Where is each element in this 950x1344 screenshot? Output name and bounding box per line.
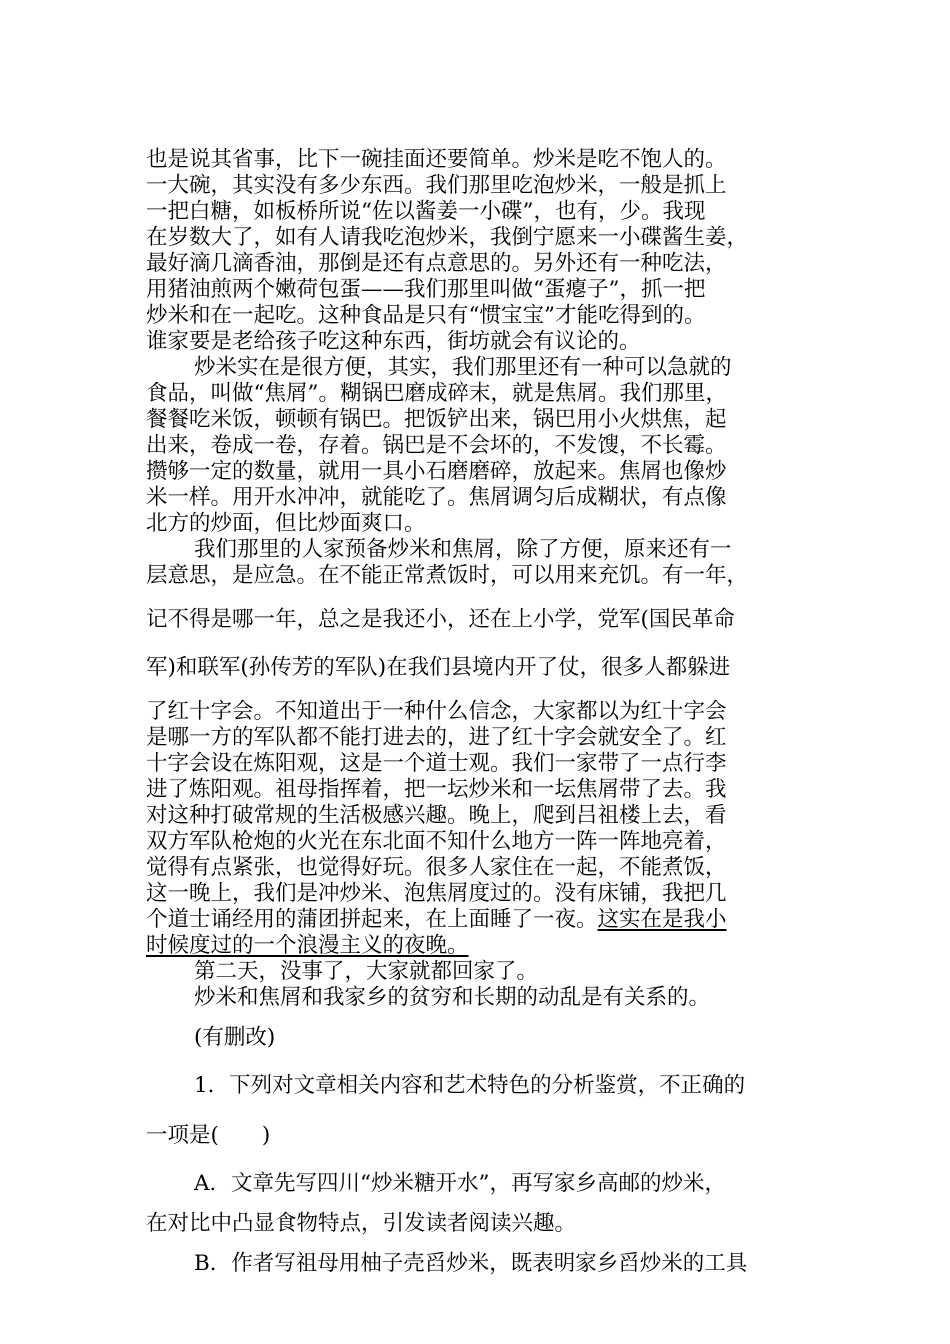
text-line: 进了炼阳观。祖母指挥着，把一坛炒米和一坛焦屑带了去。我	[146, 777, 727, 802]
text-line: 炒米和焦屑和我家乡的贫穷和长期的动乱是有关系的。	[194, 985, 711, 1010]
question-stem: 1．下列对文章相关内容和艺术特色的分析鉴赏，不正确的	[194, 1073, 746, 1098]
text-line: 记不得是哪一年，总之是我还小，还在上小学，党军(国民革命	[146, 607, 735, 632]
text-line	[146, 907, 727, 933]
text-line: 炒米实在是很方便，其实，我们那里还有一种可以急就的	[194, 355, 732, 380]
text-line: 炒米和在一起吃。这种食品是只有“惯宝宝”才能吃得到的。	[146, 303, 706, 328]
text-line: 觉得有点紧张，也觉得好玩。很多人家住在一起，不能煮饭，	[146, 855, 727, 880]
text-line: 餐餐吃米饭，顿顿有锅巴。把饭铲出来，锅巴用小火烘焦，起	[146, 407, 727, 432]
underlined-sentence: 这实在是我小	[597, 907, 727, 932]
text-line: 在岁数大了，如有人请我吃泡炒米，我倒宁愿来一小碟酱生姜，	[146, 225, 749, 250]
option-a: A．文章先写四川“炒米糖开水”，再写家乡高邮的炒米，	[194, 1171, 727, 1196]
text-line: 出来，卷成一卷，存着。锅巴是不会坏的，不发馊，不长霉。	[146, 433, 727, 458]
text-line: 用猪油煎两个嫩荷包蛋——我们那里叫做“蛋瘪子”，抓一把	[146, 277, 706, 302]
text-line: 层意思，是应急。在不能正常煮饭时，可以用来充饥。有一年，	[146, 563, 749, 588]
text-line: 了红十字会。不知道出于一种什么信念，大家都以为红十字会	[146, 699, 727, 724]
option-b: B．作者写祖母用柚子壳舀炒米，既表明家乡舀炒米的工具	[194, 1251, 748, 1276]
text-line: 一大碗，其实没有多少东西。我们那里吃泡炒米，一般是抓上	[146, 173, 727, 198]
text-line: 对这种打破常规的生活极感兴趣。晚上，爬到吕祖楼上去，看	[146, 803, 727, 828]
text-line: 米一样。用开水冲冲，就能吃了。焦屑调匀后成糊状，有点像	[146, 485, 727, 510]
text-line: 这一晚上，我们是冲炒米、泡焦屑度过的。没有床铺，我把几	[146, 881, 727, 906]
text-line: 十字会设在炼阳观，这是一个道士观。我们一家带了一点行李	[146, 751, 727, 776]
text-line: 也是说其省事，比下一碗挂面还要简单。炒米是吃不饱人的。	[146, 147, 727, 172]
text-line: 是哪一方的军队都不能打进去的，进了红十字会就安全了。红	[146, 725, 727, 750]
text-line: 第二天，没事了，大家就都回家了。	[194, 959, 539, 984]
text-line: 谁家要是老给孩子吃这种东西，街坊就会有议论的。	[146, 329, 641, 354]
underlined-sentence-continued: 时候度过的一个浪漫主义的夜晚。	[146, 933, 469, 958]
text-line: 北方的炒面，但比炒面爽口。	[146, 511, 426, 536]
text-line: 最好滴几滴香油，那倒是还有点意思的。另外还有一种吃法，	[146, 251, 727, 276]
source-note: (有删改)	[194, 1025, 276, 1050]
text-line: 我们那里的人家预备炒米和焦屑，除了方便，原来还有一	[194, 537, 732, 562]
question-stem-continued: 一项是( )	[146, 1123, 271, 1148]
option-a-continued: 在对比中凸显食物特点，引发读者阅读兴趣。	[146, 1211, 577, 1236]
text-segment: 个道士诵经用的蒲团拼起来，在上面睡了一夜。	[146, 907, 598, 932]
text-line: 食品，叫做“焦屑”。糊锅巴磨成碎末，就是焦屑。我们那里，	[146, 381, 727, 406]
text-line: 一把白糖，如板桥所说“佐以酱姜一小碟”，也有，少。我现	[146, 199, 706, 224]
text-line: 双方军队枪炮的火光在东北面不知什么地方一阵一阵地亮着，	[146, 829, 727, 854]
text-line: 攒够一定的数量，就用一具小石磨磨碎，放起来。焦屑也像炒	[146, 459, 727, 484]
text-line: 军)和联军(孙传芳的军队)在我们县境内开了仗，很多人都躲进	[146, 655, 731, 680]
